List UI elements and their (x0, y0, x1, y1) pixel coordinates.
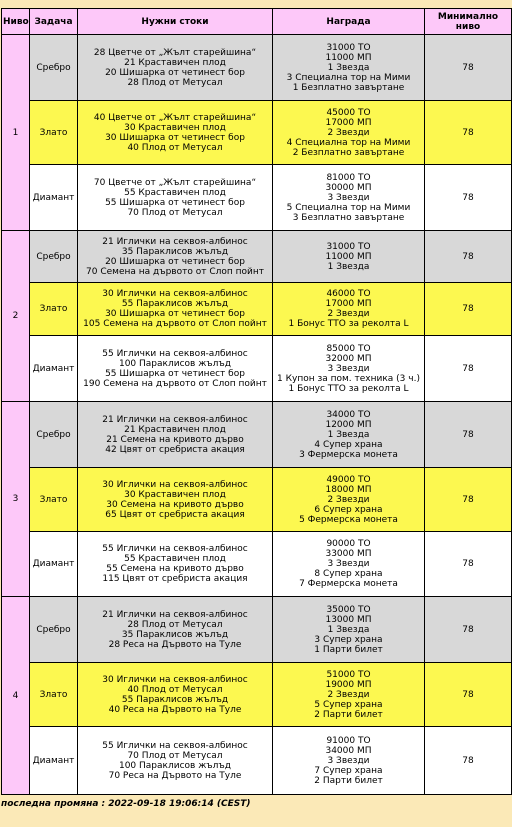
level-cell: 4 (2, 597, 30, 795)
reward-cell (273, 727, 425, 795)
table-row (2, 402, 512, 468)
reward-item: 51000 ТО (326, 669, 371, 680)
task-cell: Злато (30, 283, 78, 336)
table-row (2, 532, 512, 597)
goods-item: 55 Иглички на секвоя-албинос (102, 348, 248, 359)
quest-table (1, 8, 512, 795)
goods-item: 70 Плод от Метусал (127, 207, 223, 218)
goods-cell (78, 336, 273, 402)
reward-cell (273, 283, 425, 336)
reward-cell (273, 165, 425, 231)
goods-item: 70 Реса на Дървото на Туле (108, 770, 242, 781)
reward-item: 1 Звезда (327, 261, 370, 272)
header-level: Ниво (2, 9, 30, 35)
goods-item: 65 Цвят от сребриста акация (105, 509, 245, 520)
reward-item: 4 Супер храна (314, 439, 383, 450)
reward-item: 2 Звезди (327, 127, 370, 138)
task-cell: Сребро (30, 35, 78, 101)
reward-cell (273, 663, 425, 727)
goods-item: 21 Иглички на секвоя-албинос (102, 414, 248, 425)
reward-item: 33000 МП (325, 549, 372, 559)
table-row (2, 597, 512, 663)
goods-cell (78, 231, 273, 283)
goods-item: 40 Плод от Метусал (127, 142, 223, 153)
min-level-cell: 78 (425, 336, 512, 402)
table-row (2, 283, 512, 336)
reward-item: 1 Бонус ТТО за реколта L (288, 319, 409, 329)
task-cell: Сребро (30, 402, 78, 468)
table-row (2, 165, 512, 231)
goods-item: 55 Краставичен плод (124, 187, 226, 198)
goods-item: 105 Семена на дървото от Слоп пойнт (83, 319, 267, 329)
table-row (2, 663, 512, 727)
min-level-cell: 78 (425, 101, 512, 165)
min-level-cell: 78 (425, 532, 512, 597)
goods-item: 30 Иглички на секвоя-албинос (102, 479, 248, 490)
reward-cell (273, 336, 425, 402)
goods-item: 55 Семена на кривото дърво (106, 564, 244, 574)
goods-item: 55 Иглички на секвоя-албинос (102, 740, 248, 751)
goods-item: 40 Цветче от „Жълт старейшина“ (93, 112, 257, 123)
table-row (2, 231, 512, 283)
goods-item: 100 Параклисов жълъд (118, 760, 231, 771)
goods-item: 30 Шишарка от четинест бор (105, 132, 245, 143)
goods-item: 30 Шишарка от четинест бор (105, 309, 245, 319)
goods-item: 28 Реса на Дървото на Туле (108, 639, 242, 650)
task-cell: Сребро (30, 231, 78, 283)
reward-item: 17000 МП (325, 299, 372, 309)
goods-item: 115 Цвят от сребриста акация (102, 574, 248, 584)
task-cell: Злато (30, 663, 78, 727)
reward-item: 2 Безплатно завъртане (292, 147, 405, 158)
reward-item: 45000 ТО (326, 107, 371, 118)
reward-item: 1 Звезда (327, 624, 370, 635)
min-level-cell: 78 (425, 35, 512, 101)
level-cell: 3 (2, 402, 30, 597)
reward-cell (273, 532, 425, 597)
goods-item: 21 Краставичен плод (124, 424, 226, 435)
goods-item: 28 Плод от Метусал (127, 77, 223, 88)
reward-item: 3 Супер храна (314, 634, 383, 645)
reward-item: 2 Парти билет (314, 709, 383, 720)
goods-item: 21 Иглички на секвоя-албинос (102, 609, 248, 620)
reward-cell (273, 35, 425, 101)
goods-cell (78, 468, 273, 532)
table-row (2, 727, 512, 795)
header-reward: Награда (273, 9, 425, 35)
goods-cell (78, 35, 273, 101)
task-cell: Сребро (30, 597, 78, 663)
goods-item: 30 Семена на кривото дърво (106, 499, 244, 510)
goods-item: 55 Шишарка от четинест бор (105, 368, 245, 379)
goods-item: 190 Семена на дървото от Слоп пойнт (83, 378, 267, 389)
goods-item: 35 Параклисов жълъд (121, 246, 229, 257)
reward-item: 31000 ТО (326, 42, 371, 53)
reward-item: 5 Специална тор на Мими (286, 202, 411, 213)
min-level-cell: 78 (425, 402, 512, 468)
table-row (2, 336, 512, 402)
goods-item: 35 Параклисов жълъд (121, 629, 229, 640)
goods-cell (78, 402, 273, 468)
reward-cell (273, 231, 425, 283)
goods-cell (78, 283, 273, 336)
reward-cell (273, 101, 425, 165)
reward-item: 1 Звезда (327, 62, 370, 73)
reward-item: 2 Парти билет (314, 775, 383, 786)
min-level-cell: 78 (425, 283, 512, 336)
goods-cell (78, 663, 273, 727)
reward-cell (273, 402, 425, 468)
goods-item: 55 Краставичен плод (124, 554, 226, 564)
goods-item: 55 Параклисов жълъд (121, 694, 229, 705)
goods-cell (78, 165, 273, 231)
table-row (2, 468, 512, 532)
goods-item: 70 Плод от Метусал (127, 750, 223, 761)
reward-item: 2 Звезди (327, 689, 370, 700)
goods-item: 20 Шишарка от четинест бор (105, 67, 245, 78)
reward-item: 2 Звезди (327, 309, 370, 319)
reward-item: 90000 ТО (326, 539, 371, 549)
goods-item: 21 Семена на кривото дърво (106, 434, 244, 445)
reward-item: 91000 ТО (326, 735, 371, 746)
task-cell: Диамант (30, 727, 78, 795)
reward-item: 85000 ТО (326, 343, 371, 354)
reward-item: 3 Специална тор на Мими (286, 72, 411, 83)
header-task: Задача (30, 9, 78, 35)
level-cell: 2 (2, 231, 30, 402)
goods-item: 42 Цвят от сребриста акация (105, 444, 245, 455)
goods-item: 70 Цветче от „Жълт старейшина“ (93, 177, 257, 188)
table-row (2, 35, 512, 101)
reward-item: 1 Безплатно завъртане (292, 82, 405, 93)
reward-cell (273, 597, 425, 663)
goods-item: 30 Иглички на секвоя-албинос (102, 289, 248, 299)
task-cell: Диамант (30, 165, 78, 231)
goods-item: 30 Краставичен плод (124, 489, 226, 500)
reward-item: 17000 МП (325, 117, 372, 128)
min-level-cell: 78 (425, 727, 512, 795)
task-cell: Диамант (30, 336, 78, 402)
reward-item: 7 Фермерска монета (299, 579, 398, 589)
min-level-cell: 78 (425, 231, 512, 283)
reward-item: 3 Звезди (327, 559, 370, 569)
goods-item: 28 Цветче от „Жълт старейшина“ (93, 47, 257, 58)
reward-item: 49000 ТО (326, 474, 371, 485)
reward-item: 11000 МП (325, 251, 372, 262)
reward-item: 3 Звезди (327, 192, 370, 203)
reward-item: 12000 МП (325, 419, 372, 430)
reward-item: 34000 МП (325, 745, 372, 756)
reward-cell (273, 468, 425, 532)
header-goods: Нужни стоки (78, 9, 273, 35)
reward-item: 34000 ТО (326, 409, 371, 420)
goods-item: 21 Краставичен плод (124, 57, 226, 68)
reward-item: 3 Безплатно завъртане (292, 212, 405, 223)
reward-item: 5 Супер храна (314, 699, 383, 710)
reward-item: 3 Звезди (327, 755, 370, 766)
min-level-cell: 78 (425, 468, 512, 532)
goods-item: 21 Иглички на секвоя-албинос (102, 236, 248, 247)
goods-item: 55 Иглички на секвоя-албинос (102, 544, 248, 554)
task-cell: Злато (30, 468, 78, 532)
min-level-cell: 78 (425, 663, 512, 727)
goods-cell (78, 597, 273, 663)
min-level-cell: 78 (425, 165, 512, 231)
reward-item: 2 Звезди (327, 494, 370, 505)
reward-item: 3 Звезди (327, 363, 370, 374)
goods-item: 55 Шишарка от четинест бор (105, 197, 245, 208)
reward-item: 81000 ТО (326, 172, 371, 183)
header-min-level: Минимално ниво (425, 9, 512, 35)
goods-item: 70 Семена на дървото от Слоп пойнт (86, 266, 264, 277)
goods-cell (78, 101, 273, 165)
table-row (2, 101, 512, 165)
reward-item: 1 Бонус ТТО за реколта L (288, 383, 409, 394)
level-cell: 1 (2, 35, 30, 231)
task-cell: Злато (30, 101, 78, 165)
goods-cell (78, 727, 273, 795)
goods-item: 100 Параклисов жълъд (118, 358, 231, 369)
goods-item: 40 Плод от Метусал (127, 684, 223, 695)
reward-item: 6 Супер храна (314, 504, 383, 515)
goods-item: 40 Реса на Дървото на Туле (108, 704, 242, 715)
last-modified: последна промяна : 2022-09-18 19:06:14 (CEST) (1, 799, 251, 809)
reward-item: 19000 МП (325, 679, 372, 690)
reward-item: 1 Звезда (327, 429, 370, 440)
goods-item: 20 Шишарка от четинест бор (105, 256, 245, 267)
reward-item: 3 Фермерска монета (299, 449, 398, 460)
reward-item: 18000 МП (325, 484, 372, 495)
goods-cell (78, 532, 273, 597)
reward-item: 4 Специална тор на Мими (286, 137, 411, 148)
goods-item: 30 Иглички на секвоя-албинос (102, 674, 248, 685)
reward-item: 35000 ТО (326, 604, 371, 615)
reward-item: 46000 ТО (326, 289, 371, 299)
reward-item: 7 Супер храна (314, 765, 383, 776)
goods-item: 28 Плод от Метусал (127, 619, 223, 630)
reward-item: 30000 МП (325, 182, 372, 193)
reward-item: 32000 МП (325, 353, 372, 364)
goods-item: 55 Параклисов жълъд (121, 299, 229, 309)
task-cell: Диамант (30, 532, 78, 597)
min-level-cell: 78 (425, 597, 512, 663)
reward-item: 1 Купон за пом. техника (3 ч.) (277, 373, 420, 384)
reward-item: 1 Парти билет (314, 644, 383, 655)
header-row (2, 9, 512, 35)
reward-item: 31000 ТО (326, 241, 371, 252)
reward-item: 13000 МП (325, 614, 372, 625)
goods-item: 30 Краставичен плод (124, 122, 226, 133)
reward-item: 11000 МП (325, 52, 372, 63)
reward-item: 8 Супер храна (314, 569, 383, 579)
reward-item: 5 Фермерска монета (299, 514, 398, 525)
